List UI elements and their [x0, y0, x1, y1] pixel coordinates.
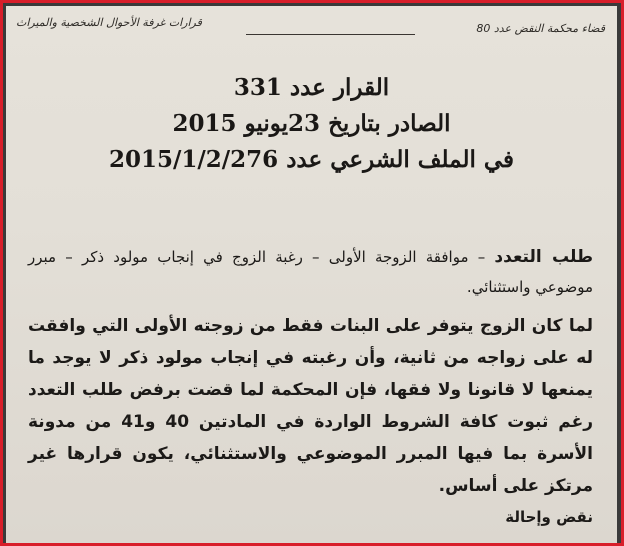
summary-text: – موافقة الزوجة الأولى – رغبة الزوج في إنجاب مولود ذكر – مبرر موضوعي واستثنائي.: [28, 248, 593, 296]
summary-term: طلب التعدد: [494, 247, 594, 267]
decision-date: الصادر بتاريخ 23يونيو 2015: [172, 110, 451, 137]
verdict: نقض وإحالة: [505, 508, 593, 526]
header-rule: [246, 34, 415, 35]
book-page: [6, 6, 617, 543]
running-header: [16, 12, 605, 46]
journal-issue-label: قضاء محكمة النقض عدد 80: [476, 22, 605, 35]
decision-title: [6, 70, 617, 178]
decision-number: القرار عدد 331: [233, 74, 390, 101]
decision-body: [28, 242, 593, 502]
holding-paragraph: لما كان الزوج يتوفر على البنات فقط من زوجته الأولى التي وافقت له على زواجه من ثانية، وأن رغبته في إنجاب مولود ذكر لا يوجد ما يمنعها لا قانونا ولا فقها، فإن المحكمة لما قضت برفض طلب التعدد رغم ثبوت كافة الشروط الواردة في المادتين 40 و41 من مدونة الأسرة بما فيها المبرر الموضوعي والاستثنائي، يكون قرارها غير مرتكز على أساس.: [28, 316, 593, 496]
section-label: قرارات غرفة الأحوال الشخصية والميراث: [16, 16, 202, 29]
file-number: في الملف الشرعي عدد 2015/1/2/276: [108, 146, 515, 173]
keywords-summary: [28, 242, 593, 302]
